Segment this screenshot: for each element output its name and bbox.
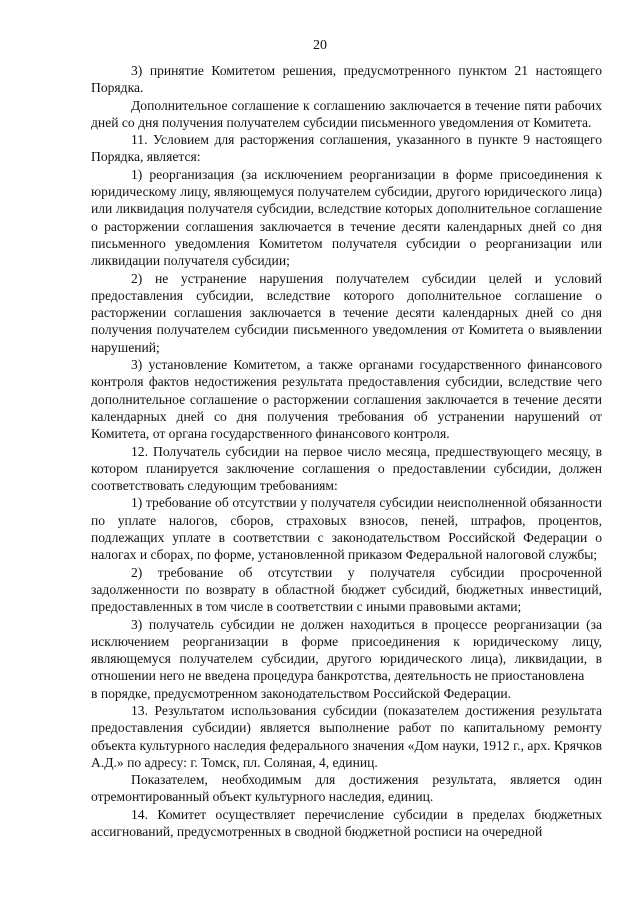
paragraph: 14. Комитет осуществляет перечисление субсидии в пределах бюджетных ассигнований, предусмотренных в сводной бюджетной росписи на очередной xyxy=(91,806,602,840)
paragraph: 2) не устранение нарушения получателем субсидии целей и условий предоставления субсидии, вследствие которого дополнительное соглашение о расторжении соглашения заключается в течение десяти календарных дней со дня получения получателем субсидии письменного уведомления от Комитета о выявлении нарушений; xyxy=(91,270,602,355)
paragraph: 2) требование об отсутствии у получателя субсидии просроченной задолженности по возврату в областной бюджет субсидий, бюджетных инвестиций, предоставленных в том числе в соответствии с иными правовыми актами; xyxy=(91,564,602,615)
paragraph: 1) требование об отсутствии у получателя субсидии неисполненной обязанности по уплате налогов, сборов, страховых взносов, пеней, штрафов, процентов, подлежащих уплате в соответствии с законодательством Российской Федерации о налогах и сборах, по форме, установленной приказом Федеральной налоговой службы; xyxy=(91,495,602,563)
document-body xyxy=(91,62,602,840)
paragraph: 3) установление Комитетом, а также органами государственного финансового контроля фактов недостижения результата предоставления субсидии, вследствие чего дополнительное соглашение о расторжении соглашения заключается в течение десяти календарных дней со дня получения требования об устранении нарушений от Комитета, от органа государственного финансового контроля. xyxy=(91,357,602,442)
paragraph: 3) принятие Комитетом решения, предусмотренного пунктом 21 настоящего Порядка. xyxy=(91,63,602,96)
paragraph: 3) получатель субсидии не должен находиться в процессе реорганизации (за исключением реорганизации в форме присоединения к юридическому лицу, являющемуся получателем субсидии, другого юридического лица), ликвидации, в отношении него не введена процедура банкротства, деятельность не приостановлена xyxy=(91,616,602,684)
paragraph: 12. Получатель субсидии на первое число месяца, предшествующего месяцу, в котором планируется заключение соглашения о предоставлении субсидии, должен соответствовать следующим требованиям: xyxy=(91,443,602,494)
paragraph: 1) реорганизация (за исключением реорганизации в форме присоединения к юридическому лицу, являющемуся получателем субсидии, другого юридического лица) или ликвидация получателя субсидии, вследствие которых дополнительное соглашение о расторжении соглашения заключается в течение десяти календарных дней со дня письменного уведомления Комитетом получателя субсидии о реорганизации или ликвидации получателя субсидии; xyxy=(91,166,602,269)
paragraph: в порядке, предусмотренном законодательством Российской Федерации. xyxy=(91,685,512,701)
paragraph: 11. Условием для расторжения соглашения, указанного в пункте 9 настоящего Порядка, является: xyxy=(91,132,602,165)
paragraph: Дополнительное соглашение к соглашению заключается в течение пяти рабочих дней со дня получения получателем субсидии письменного уведомления от Комитета. xyxy=(91,97,602,130)
paragraph: 13. Результатом использования субсидии (показателем достижения результата предоставления субсидии) является выполнение работ по капитальному ремонту объекта культурного наследия федерального значения «Дом науки, 1912 г., арх. Крячков А.Д.» по адресу: г. Томск, пл. Соляная, 4, единиц. xyxy=(91,702,602,770)
page-number: 20 xyxy=(313,38,327,53)
paragraph: Показателем, необходимым для достижения результата, является один отремонтированный объект культурного наследия, единиц. xyxy=(91,772,602,805)
